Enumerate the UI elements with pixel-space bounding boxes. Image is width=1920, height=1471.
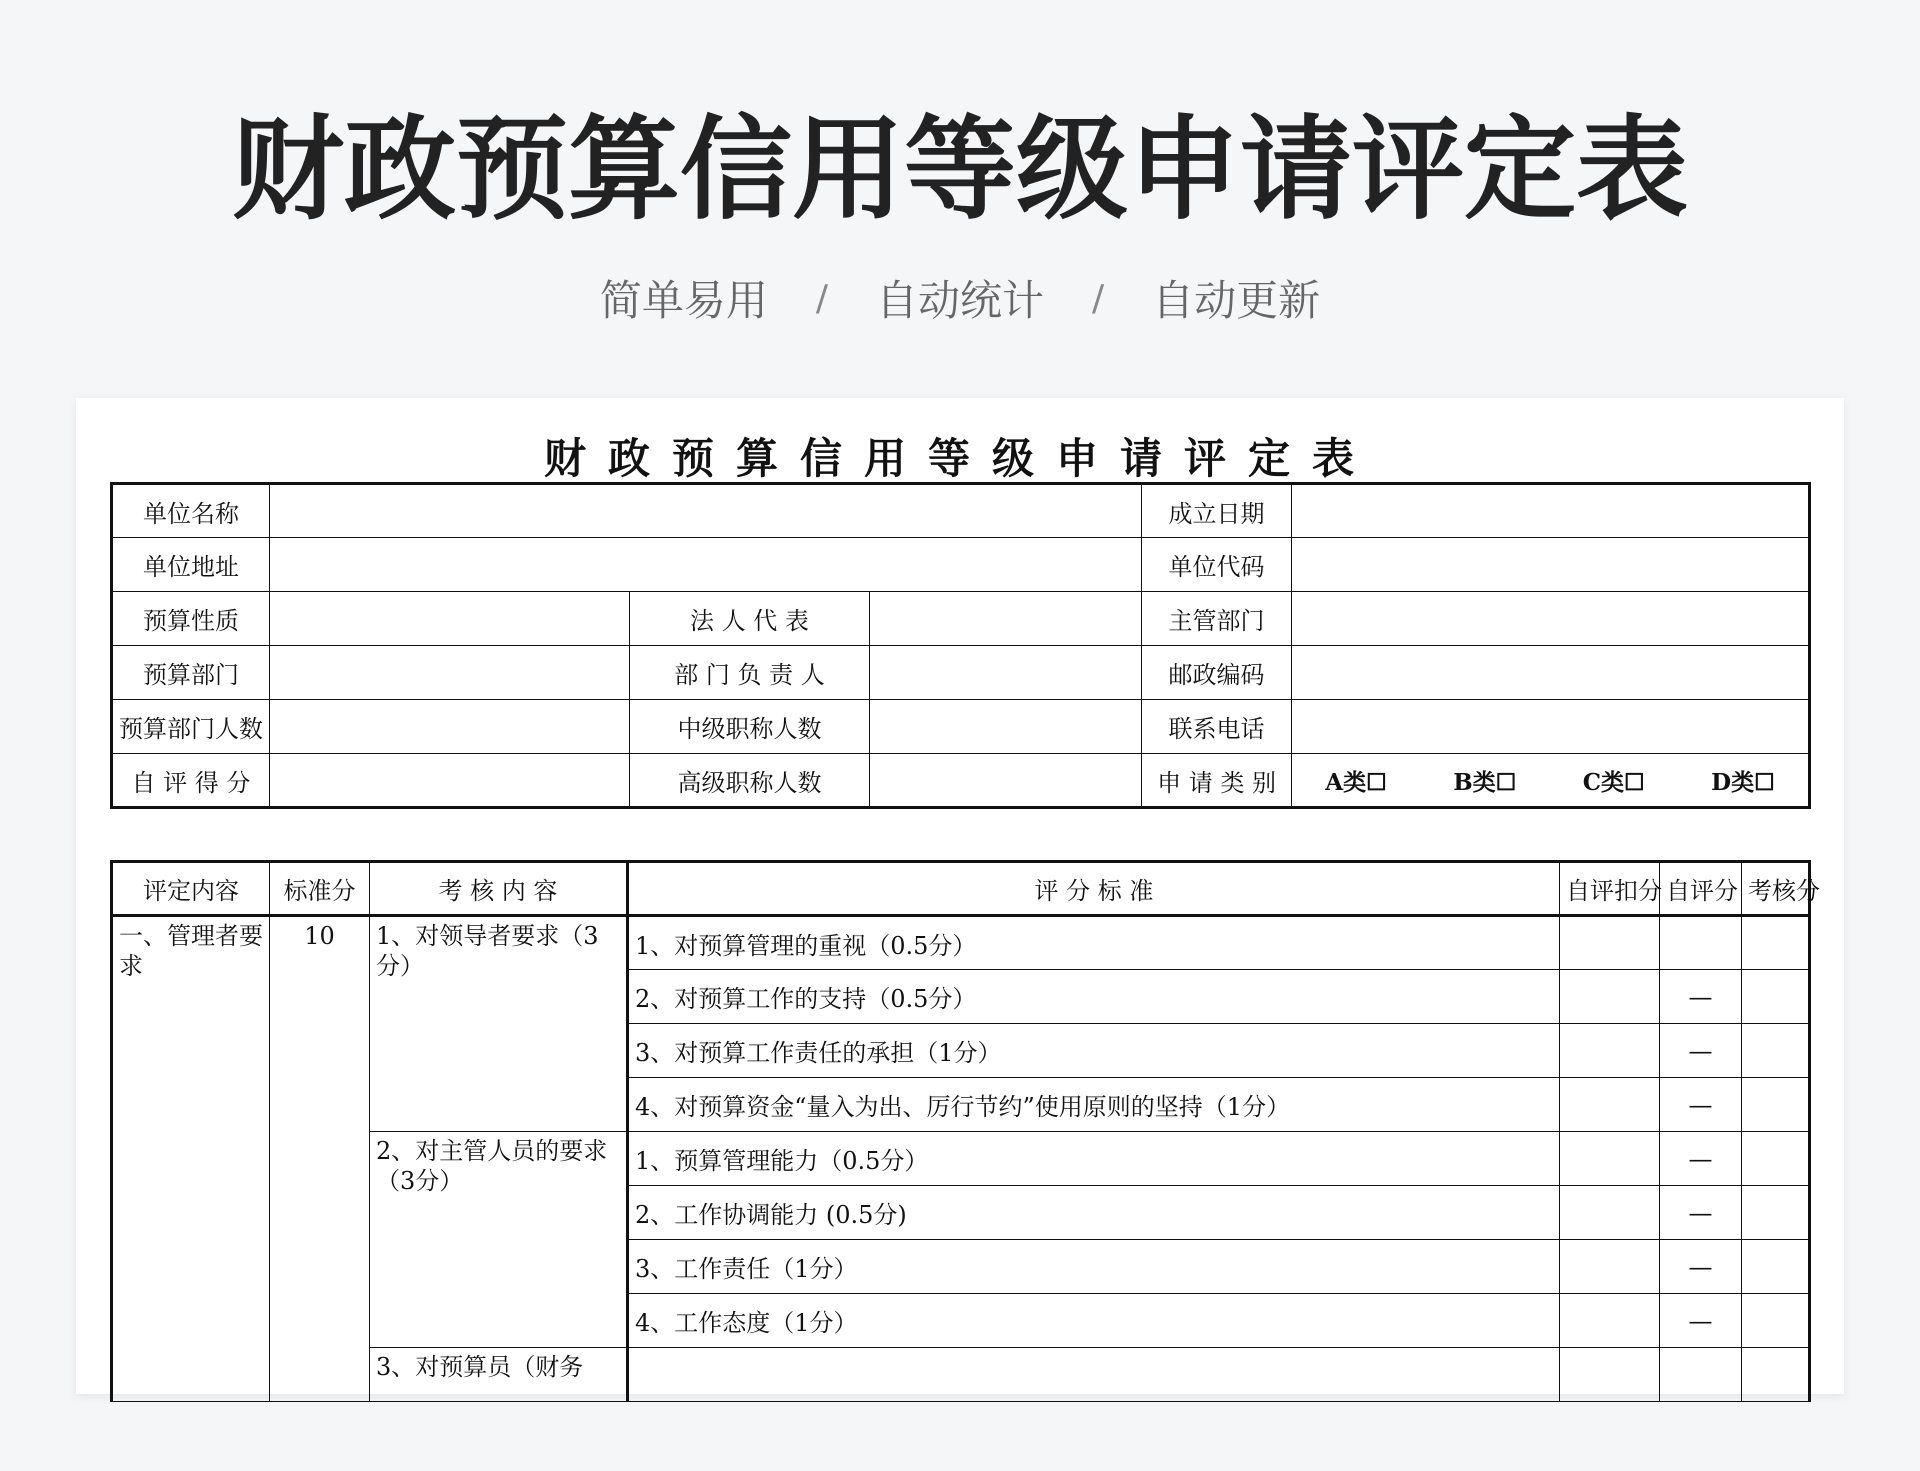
self-deduct-cell[interactable] bbox=[1560, 1024, 1660, 1078]
input-self-score[interactable] bbox=[270, 754, 630, 808]
self-deduct-cell[interactable] bbox=[1560, 1132, 1660, 1186]
table-row bbox=[112, 754, 1810, 808]
input-budget-nature[interactable] bbox=[270, 592, 630, 646]
self-score-cell[interactable]: — bbox=[1660, 1240, 1742, 1294]
assess-item: 1、对领导者要求（3分） bbox=[370, 916, 628, 1132]
criteria-cell: 4、工作态度（1分） bbox=[628, 1294, 1560, 1348]
self-deduct-cell[interactable] bbox=[1560, 1348, 1660, 1402]
table-row bbox=[112, 700, 1810, 754]
self-deduct-cell[interactable] bbox=[1560, 1240, 1660, 1294]
self-score-cell[interactable]: — bbox=[1660, 1078, 1742, 1132]
assess-score-cell[interactable] bbox=[1742, 1348, 1810, 1402]
self-score-cell[interactable] bbox=[1660, 1348, 1742, 1402]
label-budget-dept-staff: 预算部门人数 bbox=[112, 700, 270, 754]
input-contact-phone[interactable] bbox=[1292, 700, 1810, 754]
input-budget-dept[interactable] bbox=[270, 646, 630, 700]
input-unit-address[interactable] bbox=[270, 538, 1142, 592]
input-founded-date[interactable] bbox=[1292, 484, 1810, 538]
input-unit-code[interactable] bbox=[1292, 538, 1810, 592]
label-supervisor-dept: 主管部门 bbox=[1142, 592, 1292, 646]
tag-auto-stats: 自动统计 bbox=[875, 276, 1044, 325]
spreadsheet-preview bbox=[76, 398, 1844, 1394]
category-a-checkbox[interactable]: A类☐ bbox=[1325, 768, 1387, 796]
label-apply-category: 申 请 类 别 bbox=[1142, 754, 1292, 808]
input-postal-code[interactable] bbox=[1292, 646, 1810, 700]
criteria-cell: 3、对预算工作责任的承担（1分） bbox=[628, 1024, 1560, 1078]
assess-item: 3、对预算员（财务 bbox=[370, 1348, 628, 1402]
page-hero-title: 财政预算信用等级申请评定表 bbox=[232, 105, 1688, 235]
category-d-checkbox[interactable]: D类☐ bbox=[1711, 768, 1775, 796]
self-score-cell[interactable]: — bbox=[1660, 1132, 1742, 1186]
label-mid-title-staff: 中级职称人数 bbox=[630, 700, 870, 754]
label-postal-code: 邮政编码 bbox=[1142, 646, 1292, 700]
header-assess-score: 考核分 bbox=[1742, 862, 1810, 916]
input-mid-title-staff[interactable] bbox=[870, 700, 1142, 754]
label-budget-dept: 预算部门 bbox=[112, 646, 270, 700]
tagline bbox=[0, 268, 1920, 328]
input-senior-title-staff[interactable] bbox=[870, 754, 1142, 808]
table-header-row bbox=[112, 862, 1810, 916]
sheet-title: 财政预算信用等级申请评定表 bbox=[543, 434, 1376, 483]
criteria-cell: 4、对预算资金“量入为出、厉行节约”使用原则的坚持（1分） bbox=[628, 1078, 1560, 1132]
criteria-cell: 2、对预算工作的支持（0.5分） bbox=[628, 970, 1560, 1024]
tag-separator: / bbox=[1092, 277, 1105, 319]
category-b-checkbox[interactable]: B类☐ bbox=[1453, 768, 1517, 796]
table-row bbox=[112, 538, 1810, 592]
tag-auto-update: 自动更新 bbox=[1152, 276, 1321, 325]
table-row bbox=[112, 592, 1810, 646]
header-criteria: 评 分 标 准 bbox=[628, 862, 1560, 916]
criteria-cell: 1、预算管理能力（0.5分） bbox=[628, 1132, 1560, 1186]
input-budget-dept-staff[interactable] bbox=[270, 700, 630, 754]
label-unit-code: 单位代码 bbox=[1142, 538, 1292, 592]
label-legal-rep: 法 人 代 表 bbox=[630, 592, 870, 646]
criteria-cell bbox=[628, 1348, 1560, 1402]
assess-score-cell[interactable] bbox=[1742, 1078, 1810, 1132]
self-deduct-cell[interactable] bbox=[1560, 1078, 1660, 1132]
table-row bbox=[112, 484, 1810, 538]
section-standard: 10 bbox=[270, 916, 370, 1402]
applicant-info-table bbox=[110, 482, 1811, 809]
input-unit-name[interactable] bbox=[270, 484, 1142, 538]
header-standard: 标准分 bbox=[270, 862, 370, 916]
label-dept-head: 部 门 负 责 人 bbox=[630, 646, 870, 700]
criteria-cell: 3、工作责任（1分） bbox=[628, 1240, 1560, 1294]
category-options bbox=[1292, 754, 1810, 808]
category-c-checkbox[interactable]: C类☐ bbox=[1582, 768, 1645, 796]
assess-item: 2、对主管人员的要求（3分） bbox=[370, 1132, 628, 1348]
label-founded-date: 成立日期 bbox=[1142, 484, 1292, 538]
self-score-cell[interactable]: — bbox=[1660, 1186, 1742, 1240]
self-score-cell[interactable] bbox=[1660, 916, 1742, 970]
assess-score-cell[interactable] bbox=[1742, 970, 1810, 1024]
input-supervisor-dept[interactable] bbox=[1292, 592, 1810, 646]
assess-score-cell[interactable] bbox=[1742, 1186, 1810, 1240]
self-deduct-cell[interactable] bbox=[1560, 970, 1660, 1024]
tag-easy: 简单易用 bbox=[599, 276, 768, 325]
table-row bbox=[112, 646, 1810, 700]
tag-separator: / bbox=[815, 277, 828, 319]
header-self-deduct: 自评扣分 bbox=[1560, 862, 1660, 916]
header-self-score: 自评分 bbox=[1660, 862, 1742, 916]
assess-score-cell[interactable] bbox=[1742, 916, 1810, 970]
assess-score-cell[interactable] bbox=[1742, 1240, 1810, 1294]
self-deduct-cell[interactable] bbox=[1560, 916, 1660, 970]
self-score-cell[interactable]: — bbox=[1660, 970, 1742, 1024]
section-content: 一、管理者要求 bbox=[112, 916, 270, 1402]
table-row bbox=[112, 916, 1810, 970]
scoring-table bbox=[110, 860, 1820, 1402]
input-legal-rep[interactable] bbox=[870, 592, 1142, 646]
label-self-score: 自 评 得 分 bbox=[112, 754, 270, 808]
label-senior-title-staff: 高级职称人数 bbox=[630, 754, 870, 808]
label-unit-name: 单位名称 bbox=[112, 484, 270, 538]
label-budget-nature: 预算性质 bbox=[112, 592, 270, 646]
criteria-cell: 2、工作协调能力 (0.5分) bbox=[628, 1186, 1560, 1240]
label-contact-phone: 联系电话 bbox=[1142, 700, 1292, 754]
input-dept-head[interactable] bbox=[870, 646, 1142, 700]
criteria-cell: 1、对预算管理的重视（0.5分） bbox=[628, 916, 1560, 970]
assess-score-cell[interactable] bbox=[1742, 1024, 1810, 1078]
self-deduct-cell[interactable] bbox=[1560, 1294, 1660, 1348]
self-score-cell[interactable]: — bbox=[1660, 1294, 1742, 1348]
assess-score-cell[interactable] bbox=[1742, 1132, 1810, 1186]
self-deduct-cell[interactable] bbox=[1560, 1186, 1660, 1240]
self-score-cell[interactable]: — bbox=[1660, 1024, 1742, 1078]
header-assess: 考 核 内 容 bbox=[370, 862, 628, 916]
label-unit-address: 单位地址 bbox=[112, 538, 270, 592]
assess-score-cell[interactable] bbox=[1742, 1294, 1810, 1348]
header-content: 评定内容 bbox=[112, 862, 270, 916]
